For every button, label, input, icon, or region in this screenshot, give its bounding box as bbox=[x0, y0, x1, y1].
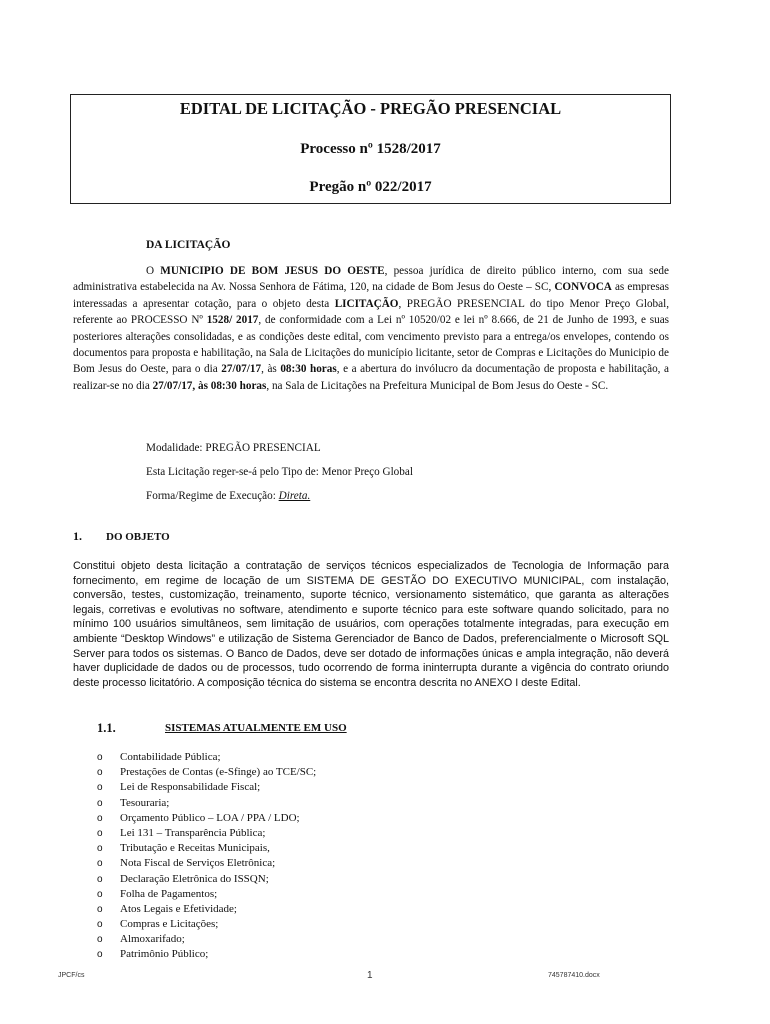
list-item-label: Patrimônio Público; bbox=[120, 948, 209, 961]
list-item bbox=[97, 841, 316, 856]
bullet-icon: o bbox=[97, 903, 103, 915]
list-item bbox=[97, 872, 316, 887]
objeto-heading: DO OBJETO bbox=[106, 531, 170, 543]
licitacao-heading: DA LICITAÇÃO bbox=[146, 239, 231, 251]
section-number: 1. bbox=[73, 529, 82, 543]
licitacao-paragraph bbox=[73, 263, 669, 394]
municipio-name: MUNICIPIO DE BOM JESUS DO OESTE bbox=[160, 265, 385, 277]
text-run: , de conformidade com a Lei nº 10520/02 e lei nº 8.666, de 21 de Junho de 1993, e suas posteriores alterações consolidadas, e as condições deste edital, com vencimento previsto para a entrega/os envelopes, contendo os documentos para proposta e habilitação, na Sala de Licitações do município licitante, setor de Compras e Licitações do Municipio de Bom Jesus do Oeste, para o dia bbox=[73, 314, 670, 376]
regime-line bbox=[146, 489, 310, 504]
list-item-label: Prestações de Contas (e-Sfinge) ao TCE/SC; bbox=[120, 766, 317, 779]
list-item-label: Lei de Responsabilidade Fiscal; bbox=[120, 781, 261, 794]
list-item bbox=[97, 811, 316, 826]
objeto-paragraph: Constitui objeto desta licitação a contratação de serviços técnicos especializados de Tecnologia de Informação para fornecimento, em regime de locação de um SISTEMA DE GESTÃO DO EXECUTIVO MUNICIPAL, com instalação, conversão, testes, customização, treinamento, suporte técnico, versionamento sistemático, que garanta as alterações legais, corretivas e evolutivas no software, atendimento e suporte técnico para este software quando solicitado, para no mínimo 100 usuários simultâneos, sem limitação de usuários, com operações totalmente integradas, para execução em ambiente “Desktop Windows” e utilização de Sistema Gerenciador de Banco de Dados, preferencialmente o Microsoft SQL Server para todos os sistemas. O Banco de Dados, deve ser dotado de informações únicas e ampla integração, não deverá haver duplicidade de dados ou de processos, tudo ocorrendo de forma ininterrupta durante a vigência do contrato oriundo deste processo licitatório. A composição técnica do sistema se encontra descrita no ANEXO I deste Edital. bbox=[73, 560, 669, 689]
list-item bbox=[97, 947, 316, 962]
text-run: O bbox=[146, 265, 161, 277]
bullet-icon: o bbox=[97, 782, 103, 794]
list-item-label: Folha de Pagamentos; bbox=[120, 887, 218, 900]
footer-initials: JPCF/cs bbox=[58, 972, 85, 979]
bullet-icon: o bbox=[97, 858, 103, 870]
bullet-icon: o bbox=[97, 827, 103, 839]
modalidade-line: Modalidade: PREGÃO PRESENCIAL bbox=[146, 442, 321, 454]
delivery-date: 27/07/17 bbox=[221, 363, 262, 376]
list-item-label: Atos Legais e Efetividade; bbox=[120, 902, 237, 915]
text-run: , às bbox=[261, 363, 281, 376]
list-item bbox=[97, 765, 316, 780]
list-item-label: Lei 131 – Transparência Pública; bbox=[120, 826, 266, 839]
sistemas-heading: SISTEMAS ATUALMENTE EM USO bbox=[165, 722, 347, 734]
subsection-number: 1.1. bbox=[97, 721, 116, 735]
list-item bbox=[97, 796, 316, 811]
list-item-label: Tributação e Receitas Municipais, bbox=[120, 842, 270, 855]
bullet-icon: o bbox=[97, 812, 103, 824]
list-item-label: Contabilidade Pública; bbox=[120, 751, 221, 763]
regime-label: Forma/Regime de Execução: bbox=[146, 490, 279, 502]
list-item bbox=[97, 932, 316, 947]
bullet-icon: o bbox=[97, 934, 103, 946]
list-item-label: Orçamento Público – LOA / PPA / LDO; bbox=[120, 811, 300, 824]
list-item bbox=[97, 750, 316, 765]
page-number: 1 bbox=[367, 970, 373, 981]
bullet-icon: o bbox=[97, 888, 103, 900]
systems-list bbox=[97, 750, 316, 963]
text-run: , pessoa jurídica de direito público interno, com sua sede administrativa estabelecida na Av. Nossa Senhora de Fátima, 120, na cidade de Bom Jesus do Oeste – SC, bbox=[73, 265, 669, 294]
pregao-number: Pregão nº 022/2017 bbox=[309, 179, 432, 195]
list-item bbox=[97, 917, 316, 932]
convoca-term: CONVOCA bbox=[554, 281, 612, 294]
text-run: , PREGÃO PRESENCIAL do tipo Menor Preço Global, referente ao PROCESSO Nº bbox=[73, 297, 669, 327]
bullet-icon: o bbox=[97, 797, 103, 809]
list-item bbox=[97, 902, 316, 917]
bullet-icon: o bbox=[97, 949, 103, 961]
title-box bbox=[70, 94, 671, 204]
bullet-icon: o bbox=[97, 843, 103, 855]
opening-datetime: 27/07/17, às 08:30 horas bbox=[152, 379, 267, 392]
text-run: as empresas interessadas a apresentar cotação, para o objeto desta bbox=[73, 281, 669, 310]
licitacao-term: LICITAÇÃO bbox=[334, 297, 399, 310]
text-run: , e a abertura do invólucro da documentação de proposta e habilitação, a realizar-se no dia bbox=[73, 363, 669, 392]
list-item bbox=[97, 856, 316, 871]
list-item-label: Compras e Licitações; bbox=[120, 918, 219, 931]
list-item-label: Nota Fiscal de Serviços Eletrônica; bbox=[120, 857, 276, 870]
list-item-label: Tesouraria; bbox=[120, 796, 170, 809]
footer-filename: 745787410.docx bbox=[548, 972, 600, 979]
list-item bbox=[97, 780, 316, 795]
document-title: EDITAL DE LICITAÇÃO - PREGÃO PRESENCIAL bbox=[179, 99, 562, 118]
text-run: , na Sala de Licitações na Prefeitura Municipal de Bom Jesus do Oeste - SC. bbox=[266, 379, 609, 392]
bullet-icon: o bbox=[97, 919, 103, 931]
processo-number: Processo nº 1528/2017 bbox=[300, 141, 441, 157]
processo-ref: 1528/ 2017 bbox=[206, 314, 259, 327]
list-item bbox=[97, 887, 316, 902]
list-item-label: Almoxarifado; bbox=[120, 933, 185, 946]
regime-value: Direta. bbox=[278, 490, 311, 502]
bullet-icon: o bbox=[97, 767, 103, 779]
tipo-line: Esta Licitação reger-se-á pelo Tipo de: Menor Preço Global bbox=[146, 466, 413, 478]
delivery-time: 08:30 horas bbox=[280, 363, 337, 376]
list-item-label: Declaração Eletrônica do ISSQN; bbox=[120, 872, 269, 885]
bullet-icon: o bbox=[97, 873, 103, 885]
list-item bbox=[97, 826, 316, 841]
bullet-icon: o bbox=[97, 752, 103, 763]
